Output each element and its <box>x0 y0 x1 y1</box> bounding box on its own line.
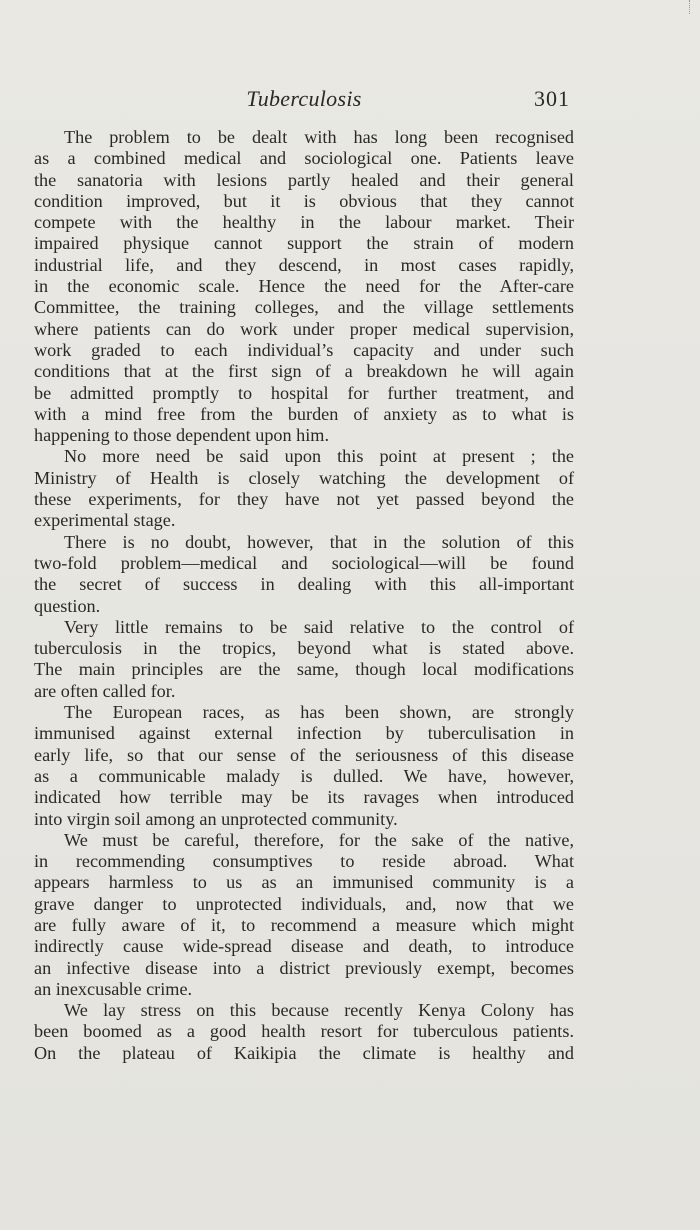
text-line: Committee, the training colleges, and the village settlements <box>34 297 574 318</box>
text-line: Very little remains to be said relative to the control of <box>64 616 574 637</box>
paragraph <box>34 532 574 617</box>
text-line: The European races, as has been shown, are strongly <box>64 702 574 723</box>
text-line: conditions that at the first sign of a breakdown he will again <box>34 361 574 382</box>
text-line: question. <box>34 595 101 616</box>
paragraph <box>34 830 574 1000</box>
text-line: these experiments, for they have not yet passed beyond the <box>34 489 574 510</box>
text-line: the secret of success in dealing with this all-important <box>34 574 574 595</box>
text-line: There is no doubt, however, that in the solution of this <box>64 531 574 552</box>
text-line: The problem to be dealt with has long been recognised <box>64 127 574 147</box>
paragraph <box>34 617 574 702</box>
text-line: On the plateau of Kaikipia the climate is healthy and <box>34 1042 574 1063</box>
text-line: into virgin soil among an unprotected community. <box>34 808 398 829</box>
text-line: condition improved, but it is obvious that they cannot <box>34 190 574 211</box>
text-line: early life, so that our sense of the seriousness of this disease <box>34 744 574 765</box>
text-line: indirectly cause wide-spread disease and death, to introduce <box>34 936 574 957</box>
text-line: happening to those dependent upon him. <box>34 425 329 446</box>
text-line: impaired physique cannot support the strain of modern <box>34 233 574 254</box>
text-line: are often called for. <box>34 680 176 701</box>
text-line: an inexcusable crime. <box>34 978 193 999</box>
text-line: We must be careful, therefore, for the sake of the native, <box>64 829 574 850</box>
text-line: the sanatoria with lesions partly healed and their general <box>34 169 574 190</box>
body-text <box>34 127 574 1064</box>
text-line: tuberculosis in the tropics, beyond what is stated above. <box>34 638 574 659</box>
text-line: work graded to each individual’s capacity and under such <box>34 339 574 360</box>
text-line: as a combined medical and sociological one. Patients leave <box>34 148 574 169</box>
text-line: where patients can do work under proper medical supervision, <box>34 318 574 339</box>
text-line: We lay stress on this because recently Kenya Colony has <box>64 1000 574 1021</box>
text-line: in recommending consumptives to reside abroad. What <box>34 851 574 872</box>
text-line: be admitted promptly to hospital for further treatment, and <box>34 382 574 403</box>
paragraph <box>34 446 574 531</box>
text-line: industrial life, and they descend, in most cases rapidly, <box>34 254 574 275</box>
text-line: been boomed as a good health resort for tuberculous patients. <box>34 1021 574 1042</box>
text-line: compete with the healthy in the labour market. Their <box>34 212 574 233</box>
text-line: with a mind free from the burden of anxiety as to what is <box>34 403 574 424</box>
text-line: grave danger to unprotected individuals, and, now that we <box>34 893 574 914</box>
paragraph <box>34 702 574 830</box>
text-line: as a communicable malady is dulled. We have, however, <box>34 765 574 786</box>
paragraph <box>34 1000 574 1064</box>
text-line: experimental stage. <box>34 510 176 531</box>
text-line: appears harmless to us as an immunised community is a <box>34 872 574 893</box>
text-line: immunised against external infection by tuberculisation in <box>34 723 574 744</box>
text-line: No more need be said upon this point at present ; the <box>64 446 574 467</box>
text-line: are fully aware of it, to recommend a measure which might <box>34 914 574 935</box>
text-line: in the economic scale. Hence the need for the After-care <box>34 276 574 297</box>
page-header <box>34 86 574 120</box>
page-number: 301 <box>534 86 570 111</box>
text-line: Ministry of Health is closely watching the development of <box>34 467 574 488</box>
page-edge-mark <box>689 0 692 14</box>
text-line: an infective disease into a district previously exempt, becomes <box>34 957 574 978</box>
paragraph <box>34 127 574 446</box>
running-title: Tuberculosis <box>246 86 362 111</box>
text-line: indicated how terrible may be its ravages when introduced <box>34 787 574 808</box>
text-line: two-fold problem—medical and sociological—will be found <box>34 552 574 573</box>
text-line: The main principles are the same, though local modifications <box>34 659 574 680</box>
